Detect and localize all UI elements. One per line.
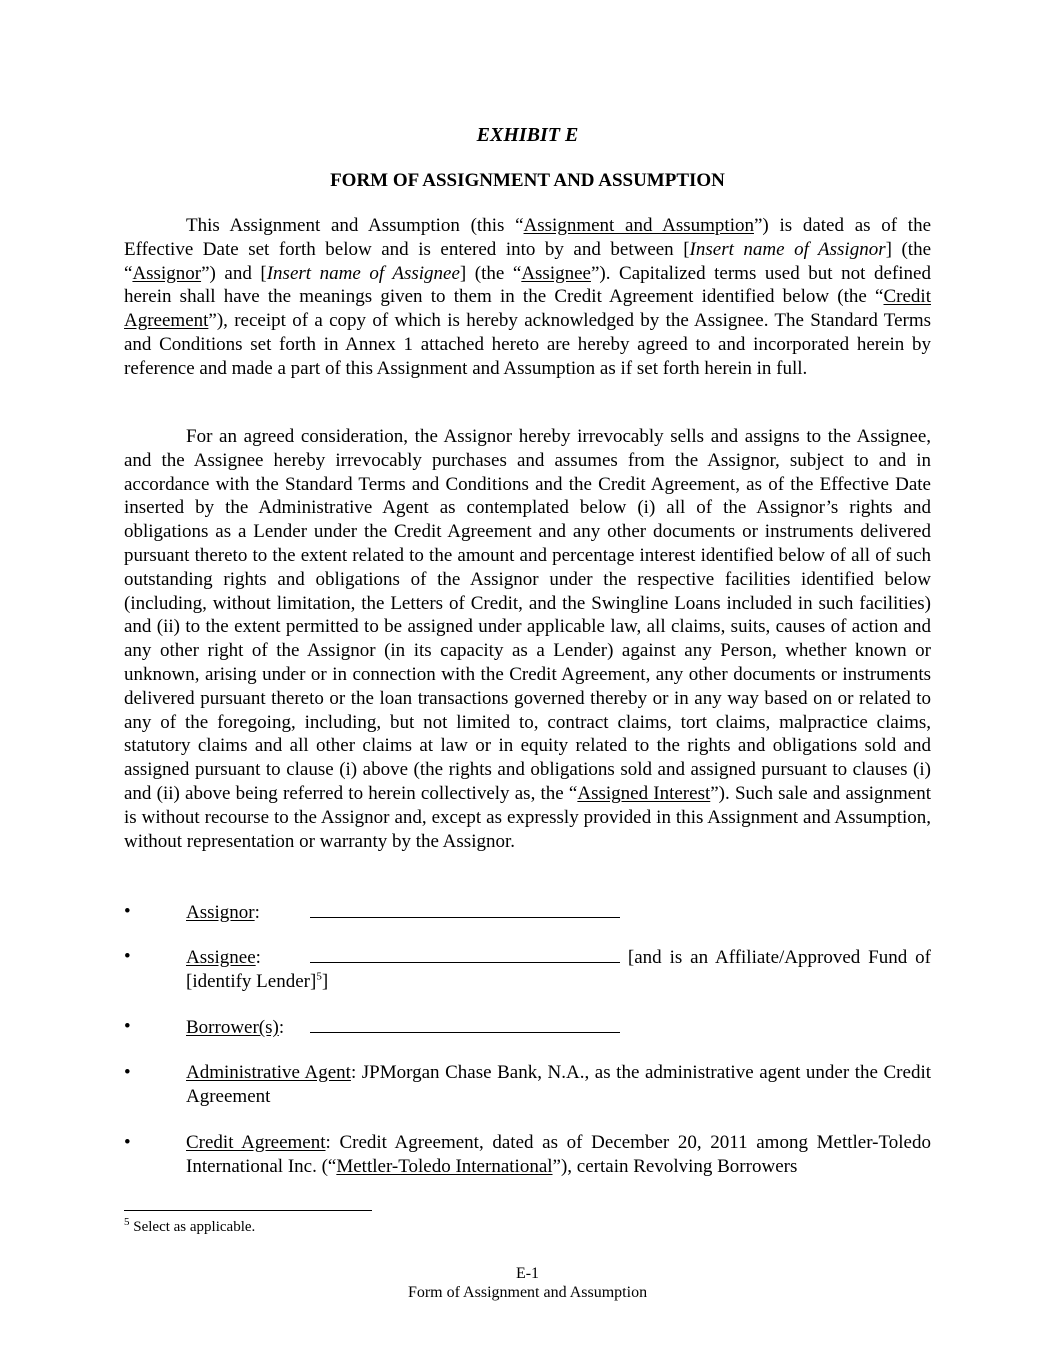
bullet: •: [124, 946, 131, 967]
footnote: $^5$ Select as applicable.: [124, 1216, 256, 1235]
placeholder-text: Insert name of Assignor: [689, 238, 886, 260]
list-item-credit-agreement: • Credit Agreement: Credit Agreement, dated as of December 20, 2011 among Mettler-Toledo International Inc. (“Mettler-Toledo International”), certain Revolving Borrowers: [124, 1132, 931, 1177]
footnote-divider: [124, 1210, 372, 1211]
placeholder-text: Insert name of Assignee: [266, 262, 460, 284]
defined-term: Assignee: [521, 262, 591, 284]
assignee-blank-line[interactable]: [310, 945, 620, 963]
bullet: •: [124, 1016, 131, 1037]
borrower-blank-line[interactable]: [310, 1015, 620, 1033]
defined-term: Assignor: [132, 262, 202, 284]
page-title: FORM OF ASSIGNMENT AND ASSUMPTION: [330, 170, 725, 191]
defined-term: Assignment and Assumption: [523, 215, 754, 236]
field-label: Borrower(s): [186, 1017, 279, 1038]
footnote-number: 5: [124, 1216, 130, 1228]
list-item-assignor: • Assignor:: [124, 900, 931, 925]
field-label: Assignor: [186, 902, 255, 923]
defined-term: Credit Agreement: [124, 286, 931, 332]
footer-caption: Form of Assignment and Assumption: [407, 1284, 648, 1301]
list-item-borrower: • Borrower(s):: [124, 1015, 931, 1040]
assignor-blank-line[interactable]: [310, 900, 620, 918]
bullet: •: [124, 901, 131, 922]
list-item-assignee: • Assignee: [and is an Affiliate/Approved Fund of [identify Lender]$^5$]: [124, 946, 931, 992]
footnote-ref: 5: [316, 970, 322, 983]
field-label: Assignee: [186, 947, 256, 968]
field-label: Credit Agreement: [186, 1132, 326, 1153]
exhibit-label: EXHIBIT E: [476, 124, 579, 146]
intro-paragraph: This Assignment and Assumption (this “Assignment and Assumption”) is dated as of the Effective Date set forth below and is entered into by and between [Insert name of Assignor] (the “Assignor”) and [Insert name of Assignee] (the “Assignee”). Capitalized terms used but not defined herein shall have the meanings given to them in the Credit Agreement identified below (the “Credit Agreement”), receipt of a copy of which is hereby acknowledged by the Assignee. The Standard Terms and Conditions set forth in Annex 1 attached hereto are hereby agreed to and incorporated herein by reference and made a part of this Assignment and Assumption as if set forth herein in full.: [124, 215, 932, 379]
bullet: •: [124, 1132, 131, 1153]
bullet: •: [124, 1062, 131, 1083]
page-number: E-1: [515, 1265, 540, 1282]
field-label: Administrative Agent: [186, 1062, 351, 1083]
consideration-paragraph: For an agreed consideration, the Assignor hereby irrevocably sells and assigns to the Assignee, and the Assignee hereby irrevocably purchases and assumes from the Assignor, subject to and in accordance with the Standard Terms and Conditions and the Credit Agreement, as of the Effective Date inserted by the Administrative Agent as contemplated below (i) all of the Assignor’s rights and obligations as a Lender under the Credit Agreement and any other documents or instruments delivered pursuant thereto to the extent related to the amount and percentage interest identified below of all of such outstanding rights and obligations of the Assignor under the respective facilities identified below (including, without limitation, the Letters of Credit, and the Swingline Loans included in such facilities) and (ii) to the extent permitted to be assigned under applicable law, all claims, suits, causes of action and any other right of the Assignor (in its capacity as a Lender) against any Person, whether known or unknown, arising under or in connection with the Credit Agreement, any other documents or instruments delivered pursuant thereto or the loan transactions governed thereby or in any way based on or related to any of the foregoing, including, but not limited to, contract claims, tort claims, malpractice claims, statutory claims and all other claims at law or in equity related to the rights and obligations sold and assigned pursuant to clause (i) above (the rights and obligations sold and assigned pursuant to clauses (i) and (ii) above being referred to herein collectively as, the “Assigned Interest”). Such sale and assignment is without recourse to the Assignor and, except as expressly provided in this Assignment and Assumption, without representation or warranty by the Assignor.: [124, 426, 931, 852]
defined-term: Assigned Interest: [577, 782, 711, 804]
list-item-administrative-agent: • Administrative Agent: JPMorgan Chase Bank, N.A., as the administrative agent under the Credit Agreement: [124, 1062, 931, 1107]
defined-term: Mettler-Toledo International: [336, 1155, 553, 1177]
